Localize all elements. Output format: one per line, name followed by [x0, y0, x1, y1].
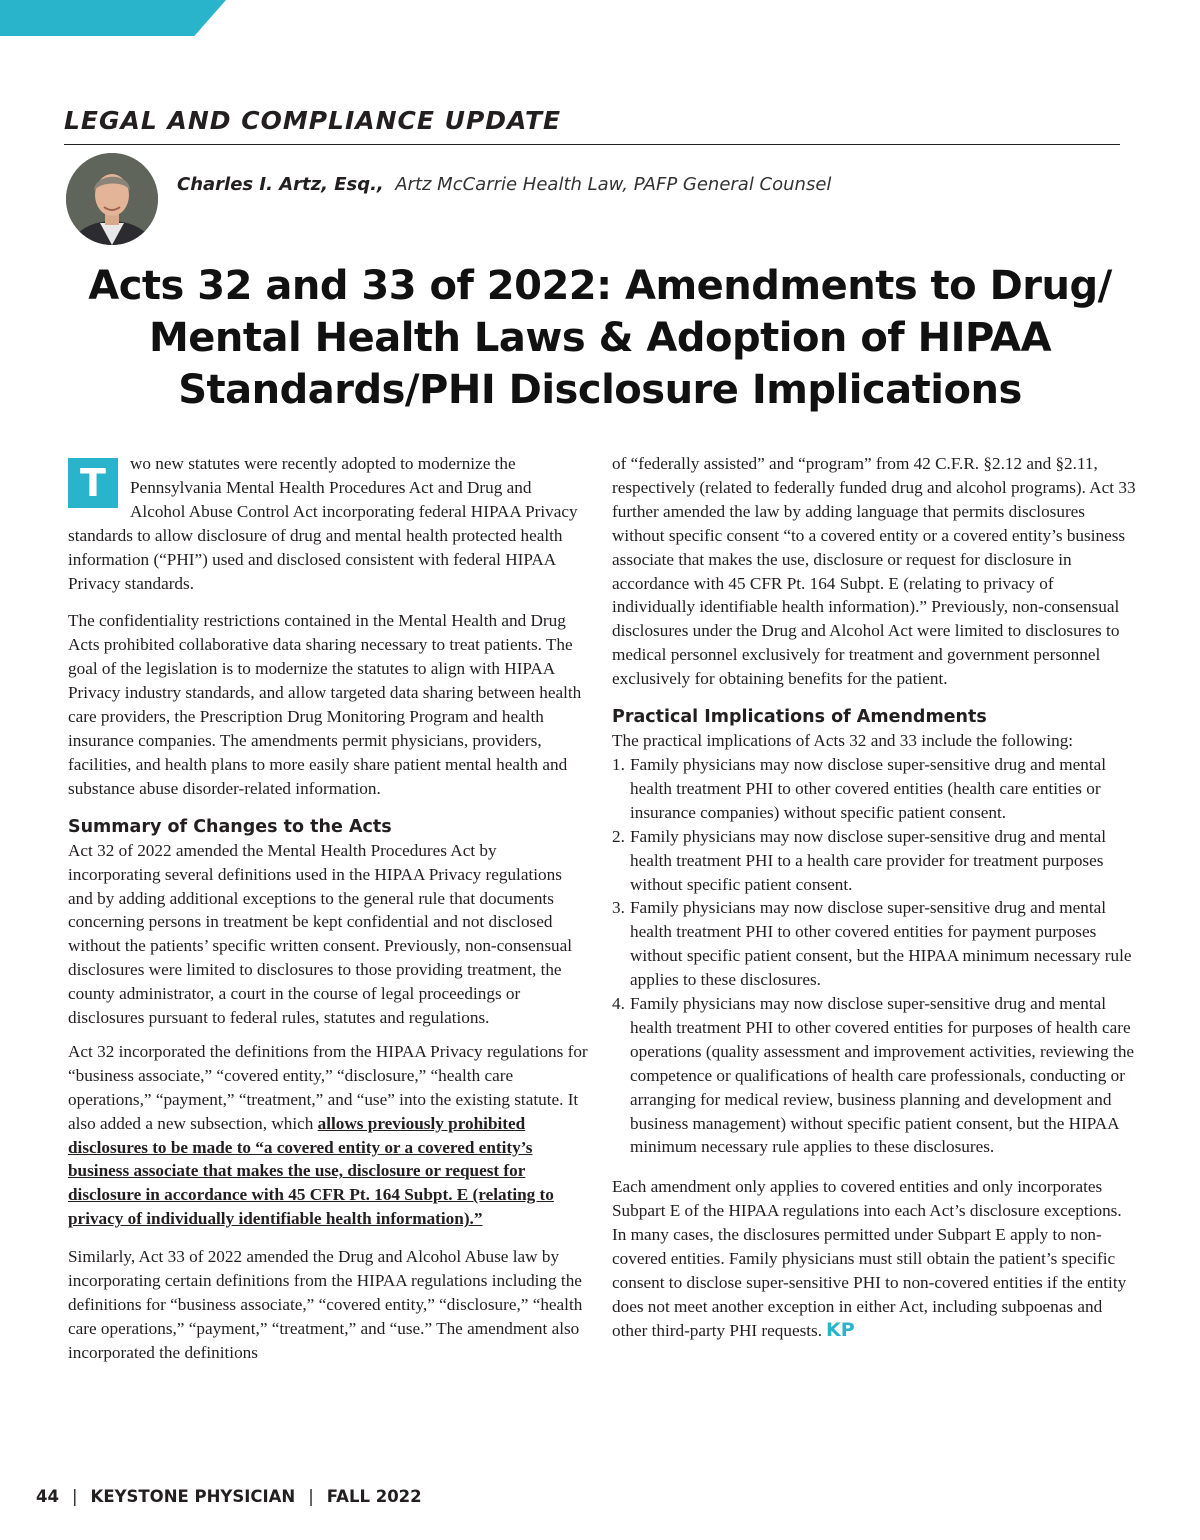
act32-definitions-text: Act 32 incorporated the definitions from the HIPAA Privacy regulations for “business associate,” “covered entity,” “disclosure,” “health care operations,” “payment,” “treatment,” and “use” into the existing statute. It also added a new subsection, which — [68, 1041, 588, 1133]
list-item — [612, 825, 1138, 897]
corner-accent-band — [0, 0, 226, 36]
paragraph-act33: Similarly, Act 33 of 2022 amended the Drug and Alcohol Abuse law by incorporating certain definitions from the HIPAA regulations including the definitions for “business associate,” “covered entity,” “disclosure,” “health care operations,” “payment,” “treatment,” and “use.” The amendment also incorporated the definitions — [68, 1247, 583, 1362]
left-column — [68, 452, 590, 1379]
paragraph-act33-continued: of “federally assisted” and “program” from 42 C.F.R. §2.12 and §2.11, respectively (related to federally funded drug and alcohol programs). Act 33 further amended the law by adding language that permits disclosures without specific consent “to a covered entity or a covered entity’s business associate that makes the use, disclosure or request for disclosure in accordance with 45 CFR Pt. 164 Subpt. E (relating to privacy of individually identifiable health information).” Previously, non-consensual disclosures under the Drug and Alcohol Act were limited to disclosures to medical personnel exclusively for treatment and government personnel exclusively for obtaining benefits for the patient. — [612, 454, 1136, 689]
paragraph-act32: Act 32 of 2022 amended the Mental Health Procedures Act by incorporating several definitions used in the HIPAA Privacy regulations and by adding additional exceptions to the general rule that documents concerning persons in treatment be kept confidential and not disclosed without the patients’ specific written consent. Previously, non-consensual disclosures were limited to disclosures to those providing treatment, the county administrator, a court in the course of legal proceedings or disclosures pursuant to federal rules, statutes and regulations. — [68, 840, 573, 1028]
issue-name: FALL 2022 — [326, 1487, 422, 1506]
subhead-implications: Practical Implications of Amendments — [612, 707, 987, 728]
drop-cap: T — [68, 458, 118, 508]
publication-name: KEYSTONE PHYSICIAN — [90, 1487, 296, 1506]
section-label: LEGAL AND COMPLIANCE UPDATE — [64, 106, 562, 135]
list-item-number: 3. — [612, 898, 625, 918]
implications-list — [612, 753, 1138, 1159]
list-item-text: Family physicians may now disclose super-sensitive drug and mental health treatment PHI to other covered entities for purposes of health care operations (quality assessment and improvement activities, reviewing the competence or qualifications of health care professionals, conducting or arranging for medical review, business planning and development and business management) without specific patient consent, but the HIPAA minimum necessary rule applies to these disclosures. — [630, 994, 1135, 1157]
page-footer — [36, 1487, 422, 1506]
list-item — [612, 896, 1138, 992]
section-divider — [64, 144, 1120, 145]
author-affiliation: Artz McCarrie Health Law, PAFP General Counsel — [395, 174, 832, 195]
paragraph-act32-definitions — [68, 1040, 590, 1231]
footer-separator: | — [71, 1487, 78, 1506]
list-item — [612, 753, 1138, 825]
author-byline — [177, 174, 831, 195]
underlined-quote: allows previously prohibited disclosures to be made to “a covered entity or a covered entity’s business associate that makes the use, disclosure or request for disclosure in accordance with 45 CFR Pt. 164 Subpt. E (relating to privacy of individually identifiable health information).” — [68, 1113, 554, 1229]
list-item — [612, 992, 1138, 1159]
subhead-summary: Summary of Changes to the Acts — [68, 816, 392, 837]
footer-separator: | — [308, 1487, 314, 1506]
author-portrait-icon — [66, 153, 158, 245]
list-item-number: 4. — [612, 994, 625, 1014]
title-line-3: Standards/PHI Disclosure Implications — [178, 367, 1022, 413]
conclusion-text: Each amendment only applies to covered entities and only incorporates Subpart E of the HIPAA regulations into each Act’s disclosure exceptions. In many cases, the disclosures permitted under Subpart E apply to non-covered entities. Family physicians must still obtain the patient’s specific consent to disclose super-sensitive PHI to non-covered entities if the entity does not meet another exception in either Act, including subpoenas and other third-party PHI requests. — [612, 1177, 1127, 1340]
kp-end-mark: KP — [826, 1318, 855, 1341]
list-intro: The practical implications of Acts 32 and 33 include the following: — [612, 731, 1074, 751]
list-item-text: Family physicians may now disclose super-sensitive drug and mental health treatment PHI to a health care provider for treatment purposes without specific patient consent. — [630, 826, 1107, 894]
right-column — [612, 452, 1138, 1357]
list-item-number: 1. — [612, 754, 625, 774]
paragraph-conclusion — [612, 1175, 1138, 1342]
paragraph-goal: The confidentiality restrictions contained in the Mental Health and Drug Acts prohibited collaborative data sharing necessary to treat patients. The goal of the legislation is to modernize the statutes to align with HIPAA Privacy industry standards, and allow targeted data sharing between health care providers, the Prescription Drug Monitoring Program and health insurance companies. The amendments permit physicians, providers, facilities, and health plans to more easily share patient mental health and substance abuse disorder-related information. — [68, 611, 582, 798]
intro-text: wo new statutes were recently adopted to modernize the Pennsylvania Mental Health Procedures Act and Drug and Alcohol Abuse Control Act incorporating federal HIPAA Privacy standards to allow disclosure of drug and mental health protected health information (“PHI”) used and disclosed consistent with federal HIPAA Privacy standards. — [68, 454, 578, 593]
title-line-2: Mental Health Laws & Adoption of HIPAA — [148, 315, 1052, 361]
author-name: Charles I. Artz, Esq., — [177, 174, 384, 195]
list-item-text: Family physicians may now disclose super-sensitive drug and mental health treatment PHI to other covered entities for payment purposes without specific patient consent, but the HIPAA minimum necessary rule applies to these disclosures. — [630, 898, 1132, 990]
list-item-number: 2. — [612, 826, 625, 846]
article-title — [60, 260, 1140, 416]
author-photo — [66, 153, 158, 245]
list-item-text: Family physicians may now disclose super-sensitive drug and mental health treatment PHI to other covered entities (health care entities or insurance companies) without specific patient consent. — [630, 754, 1107, 822]
page-number: 44 — [36, 1487, 59, 1506]
intro-paragraph — [68, 452, 590, 595]
title-line-1: Acts 32 and 33 of 2022: Amendments to Drug/ — [88, 263, 1112, 309]
